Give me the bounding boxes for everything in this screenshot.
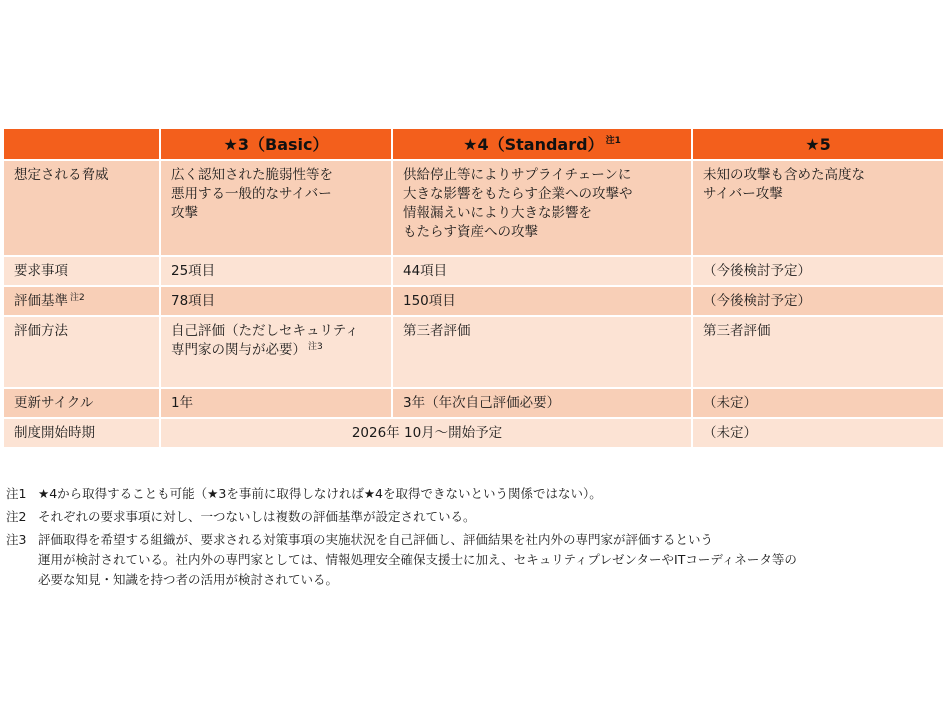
- cell-line-text: 専門家の関与が必要）: [171, 342, 306, 358]
- row-label: 想定される脅威: [3, 160, 160, 256]
- method-star5: 第三者評価: [692, 316, 944, 388]
- footnote-line: 評価取得を希望する組織が、要求される対策事項の実施状況を自己評価し、評価結果を社内外の専門家が評価するという: [38, 532, 714, 547]
- footnote-1: [6, 484, 936, 504]
- header-empty-cell: [3, 128, 160, 160]
- row-label: [3, 286, 160, 316]
- table-row-method: [3, 316, 944, 388]
- cell-line: 自己評価（ただしセキュリティ: [171, 323, 359, 339]
- cell-line: 情報漏えいにより大きな影響を: [403, 205, 592, 221]
- row-label: 更新サイクル: [3, 388, 160, 418]
- criteria-star4: 150項目: [392, 286, 692, 316]
- threat-star4: [392, 160, 692, 256]
- table-row-criteria: [3, 286, 944, 316]
- threat-star5: [692, 160, 944, 256]
- footnote-line: 運用が検討されている。社内外の専門家としては、情報処理安全確保支援士に加え、セキュリティプレゼンターやITコーディネータ等の: [38, 552, 797, 567]
- star-rating-table: [2, 127, 945, 449]
- row-label: 評価方法: [3, 316, 160, 388]
- footnote-label: 注2: [6, 509, 27, 524]
- cell-line: 大きな影響をもたらす企業への攻撃や: [403, 186, 633, 202]
- criteria-label: 評価基準: [14, 293, 68, 309]
- cell-line: もたらす資産への攻撃: [403, 224, 538, 240]
- row-label: 制度開始時期: [3, 418, 160, 448]
- criteria-star5: （今後検討予定）: [692, 286, 944, 316]
- table-row-start: [3, 418, 944, 448]
- method-star3: [160, 316, 392, 388]
- start-star5: （未定）: [692, 418, 944, 448]
- table-row-requirements: [3, 256, 944, 286]
- row-label: 要求事項: [3, 256, 160, 286]
- requirements-star4: 44項目: [392, 256, 692, 286]
- header-star4: [392, 128, 692, 160]
- criteria-note: 注2: [70, 292, 85, 303]
- criteria-star3: 78項目: [160, 286, 392, 316]
- cell-line: 攻撃: [171, 205, 198, 221]
- cell-line: 供給停止等によりサプライチェーンに: [403, 167, 632, 183]
- table-row-threat: [3, 160, 944, 256]
- cell-line: 未知の攻撃も含めた高度な: [703, 167, 865, 183]
- footnote-label: 注1: [6, 486, 27, 501]
- table-header-row: [3, 128, 944, 160]
- footnote-line: 必要な知見・知識を持つ者の活用が検討されている。: [38, 572, 339, 587]
- header-star5: ★5: [692, 128, 944, 160]
- header-star4-note: 注1: [605, 136, 621, 147]
- renewal-star5: （未定）: [692, 388, 944, 418]
- start-star3-4: 2026年 10月～開始予定: [160, 418, 692, 448]
- requirements-star5: （今後検討予定）: [692, 256, 944, 286]
- table-row-renewal: [3, 388, 944, 418]
- cell-line: 悪用する一般的なサイバー: [171, 186, 332, 202]
- footnote-3: [6, 530, 936, 590]
- cell-line: [171, 341, 383, 360]
- header-star4-label: ★4（Standard）: [463, 134, 604, 154]
- footnote-text: [38, 507, 936, 527]
- footnote-text: [38, 530, 936, 590]
- threat-star3: [160, 160, 392, 256]
- renewal-star4: 3年（年次自己評価必要）: [392, 388, 692, 418]
- header-star3: ★3（Basic）: [160, 128, 392, 160]
- cell-line: サイバー攻撃: [703, 186, 783, 202]
- renewal-star3: 1年: [160, 388, 392, 418]
- footnote-label: 注3: [6, 532, 27, 547]
- footnote-line: それぞれの要求事項に対し、一つないしは複数の評価基準が設定されている。: [38, 509, 476, 524]
- cell-line: 広く認知された脆弱性等を: [171, 167, 333, 183]
- footnote-line: ★4から取得することも可能（★3を事前に取得しなければ★4を取得できないという関係ではない）。: [38, 486, 602, 501]
- footnote-2: [6, 507, 936, 527]
- method-note: 注3: [308, 341, 323, 352]
- footnotes: [6, 484, 936, 593]
- requirements-star3: 25項目: [160, 256, 392, 286]
- footnote-text: [38, 484, 936, 504]
- method-star4: 第三者評価: [392, 316, 692, 388]
